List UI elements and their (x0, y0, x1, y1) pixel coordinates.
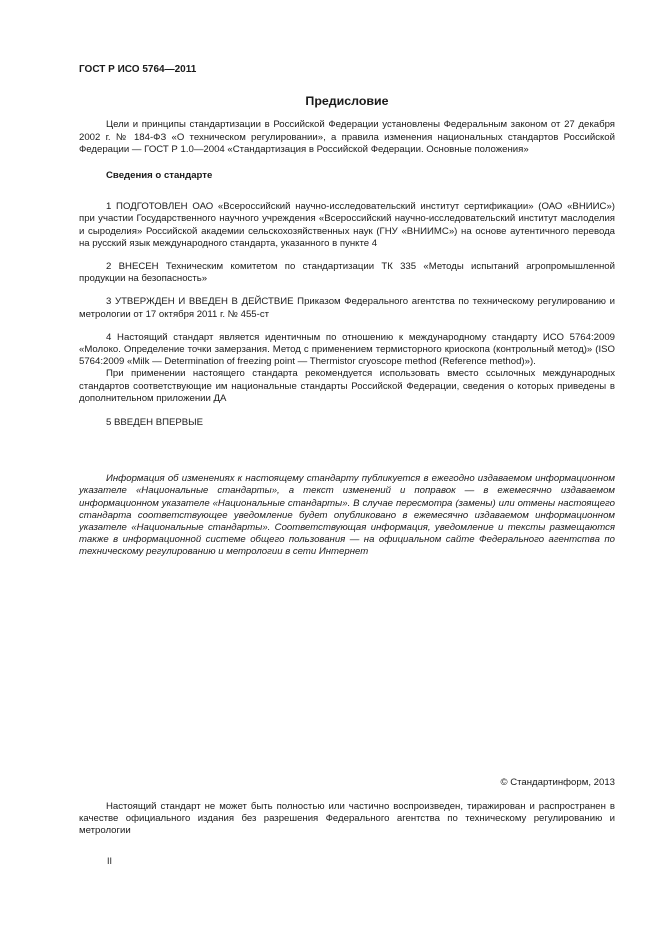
page-title: Предисловие (305, 94, 389, 109)
item-2: 2 ВНЕСЕН Техническим комитетом по стандартизации ТК 335 «Методы испытаний агропромышленной продукции на безопасность» (79, 261, 615, 285)
document-body (79, 64, 615, 559)
item-3: 3 УТВЕРЖДЕН И ВВЕДЕН В ДЕЙСТВИЕ Приказом Федерального агентства по техническому регулированию и метрологии от 17 октября 2011 г. № 455-ст (79, 296, 615, 320)
intro-paragraph: Цели и принципы стандартизации в Российской Федерации установлены Федеральным законом от 27 декабря 2002 г. № 184-ФЗ «О техническом регулировании», а правила изменения национальных стандартов Российской Федерации — ГОСТ Р 1.0—2004 «Стандартизация в Российской Федерации. Основные положения» (79, 119, 615, 155)
section-heading: Сведения о стандарте (106, 170, 213, 182)
item-5: 5 ВВЕДЕН ВПЕРВЫЕ (106, 417, 204, 429)
reproduction-notice: Настоящий стандарт не может быть полностью или частично воспроизведен, тиражирован и распространен в качестве официального издания без разрешения Федерального агентства по техническому регулированию и метрологии (79, 801, 615, 837)
standard-code: ГОСТ Р ИСО 5764—2011 (79, 64, 197, 75)
item-1: 1 ПОДГОТОВЛЕН ОАО «Всероссийский научно-исследовательский институт сертификации» (ОАО «ВНИИС») при участии Государственного научного учреждения «Всероссийский научно-исследовательский институт маслоделия и сыроделия» Российской академии сельскохозяйственных наук (ГНУ «ВНИИМС») на основе аутентичного перевода на русский язык международного стандарта, указанного в пункте 4 (79, 201, 615, 249)
item-4: 4 Настоящий стандарт является идентичным по отношению к международному стандарту ИСО 5764:2009 «Молоко. Определение точки замерзания. Метод с применением термисторного криоскопа (контрольный метод)» (ISO 5764:2009 «Milk — Determination of freezing point — Thermistor cryoscope method (Reference method)»). (79, 331, 615, 368)
copyright: © Стандартинформ, 2013 (500, 777, 615, 788)
page-number: II (107, 856, 113, 866)
item-4-note: При применении настоящего стандарта рекомендуется использовать вместо ссылочных международных стандартов соответствующие им национальные стандарты Российской Федерации, сведения о которых приведены в дополнительном приложении ДА (79, 368, 615, 404)
info-paragraph: Информация об изменениях к настоящему стандарту публикуется в ежегодно издаваемом информационном указателе «Национальные стандарты», а текст изменений и поправок — в ежемесячно издаваемом информационном указателе «Национальные стандарты». В случае пересмотра (замены) или отмены настоящего стандарта соответствующее уведомление будет опубликовано в ежемесячно издаваемом информационном указателе «Национальные стандарты». Соответствующая информация, уведомление и тексты размещаются также в информационной системе общего пользования — на официальном сайте Федерального агентства по техническому регулированию и метрологии в сети Интернет (79, 473, 615, 558)
